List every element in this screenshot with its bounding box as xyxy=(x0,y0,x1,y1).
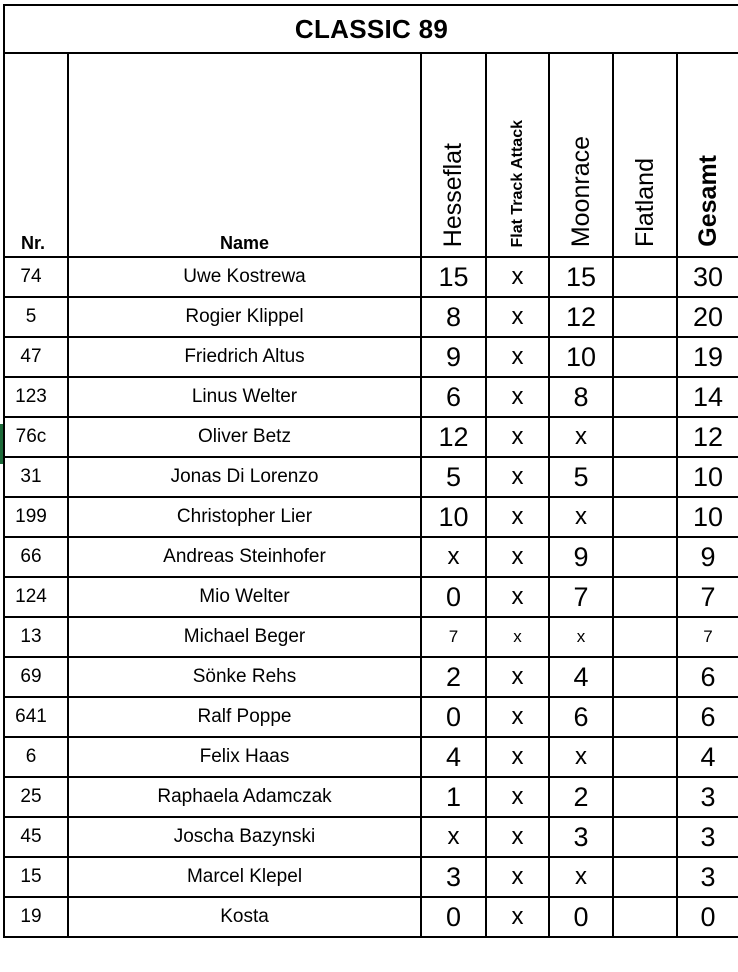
cell-gesamt[interactable]: 10 xyxy=(677,497,738,537)
cell-name[interactable]: Friedrich Altus xyxy=(68,337,421,377)
cell-flatland[interactable] xyxy=(613,777,677,817)
table-row xyxy=(4,577,738,617)
cell-moonrace[interactable]: 9 xyxy=(549,537,613,577)
cell-gesamt[interactable]: 4 xyxy=(677,737,738,777)
table-row xyxy=(4,497,738,537)
cell-hesseflat[interactable]: x xyxy=(421,537,486,577)
cell-hesseflat[interactable]: 15 xyxy=(421,257,486,297)
cell-hesseflat[interactable]: 0 xyxy=(421,577,486,617)
cell-hesseflat[interactable]: 1 xyxy=(421,777,486,817)
cell-nr[interactable]: 5 xyxy=(4,297,68,337)
cell-nr[interactable]: 199 xyxy=(4,497,68,537)
table-row xyxy=(4,457,738,497)
cell-name[interactable]: Kosta xyxy=(68,897,421,937)
cell-nr[interactable]: 69 xyxy=(4,657,68,697)
cell-flatland[interactable] xyxy=(613,257,677,297)
cell-hesseflat[interactable]: 4 xyxy=(421,737,486,777)
cell-gesamt[interactable]: 14 xyxy=(677,377,738,417)
cell-name[interactable]: Sönke Rehs xyxy=(68,657,421,697)
cell-flatland[interactable] xyxy=(613,537,677,577)
cell-moonrace[interactable]: 7 xyxy=(549,577,613,617)
cell-nr[interactable]: 19 xyxy=(4,897,68,937)
cell-flat-track-attack[interactable]: x xyxy=(486,617,549,657)
table-row xyxy=(4,737,738,777)
table-row xyxy=(4,537,738,577)
cell-gesamt[interactable]: 3 xyxy=(677,817,738,857)
column-header-flatland[interactable] xyxy=(613,53,677,257)
cell-name[interactable]: Jonas Di Lorenzo xyxy=(68,457,421,497)
cell-gesamt[interactable]: 9 xyxy=(677,537,738,577)
cell-flatland[interactable] xyxy=(613,897,677,937)
cell-gesamt[interactable]: 19 xyxy=(677,337,738,377)
cell-name[interactable]: Michael Beger xyxy=(68,617,421,657)
cell-moonrace[interactable]: 15 xyxy=(549,257,613,297)
cell-hesseflat[interactable]: 7 xyxy=(421,617,486,657)
cell-gesamt[interactable]: 6 xyxy=(677,657,738,697)
cell-name[interactable]: Ralf Poppe xyxy=(68,697,421,737)
cell-moonrace[interactable]: 5 xyxy=(549,457,613,497)
column-header-flat-track-attack-label: Flat Track Attack xyxy=(508,119,526,247)
cell-flatland[interactable] xyxy=(613,737,677,777)
cell-gesamt[interactable]: 12 xyxy=(677,417,738,457)
cell-flat-track-attack[interactable]: x xyxy=(486,297,549,337)
table-row xyxy=(4,697,738,737)
cell-name[interactable]: Marcel Klepel xyxy=(68,857,421,897)
cell-moonrace[interactable]: 10 xyxy=(549,337,613,377)
cell-moonrace[interactable]: x xyxy=(549,497,613,537)
cell-flat-track-attack[interactable]: x xyxy=(486,497,549,537)
cell-flat-track-attack[interactable]: x xyxy=(486,697,549,737)
table-row xyxy=(4,657,738,697)
results-table xyxy=(3,4,738,938)
cell-gesamt[interactable]: 7 xyxy=(677,617,738,657)
cell-moonrace[interactable]: x xyxy=(549,617,613,657)
cell-flat-track-attack[interactable]: x xyxy=(486,897,549,937)
cell-flatland[interactable] xyxy=(613,417,677,457)
table-row xyxy=(4,337,738,377)
cell-gesamt[interactable]: 10 xyxy=(677,457,738,497)
cell-name[interactable]: Linus Welter xyxy=(68,377,421,417)
cell-flat-track-attack[interactable]: x xyxy=(486,257,549,297)
cell-moonrace[interactable]: 6 xyxy=(549,697,613,737)
cell-flatland[interactable] xyxy=(613,857,677,897)
cell-hesseflat[interactable]: 3 xyxy=(421,857,486,897)
cell-nr[interactable]: 47 xyxy=(4,337,68,377)
cell-nr[interactable]: 13 xyxy=(4,617,68,657)
cell-flat-track-attack[interactable]: x xyxy=(486,377,549,417)
cell-flatland[interactable] xyxy=(613,337,677,377)
cell-hesseflat[interactable]: x xyxy=(421,817,486,857)
cell-nr[interactable]: 6 xyxy=(4,737,68,777)
table-row xyxy=(4,777,738,817)
cell-flat-track-attack[interactable]: x xyxy=(486,737,549,777)
table-row xyxy=(4,897,738,937)
table-row xyxy=(4,417,738,457)
cell-nr[interactable]: 45 xyxy=(4,817,68,857)
cell-name[interactable]: Rogier Klippel xyxy=(68,297,421,337)
cell-flat-track-attack[interactable]: x xyxy=(486,817,549,857)
cell-hesseflat[interactable]: 5 xyxy=(421,457,486,497)
cell-nr[interactable]: 76c xyxy=(4,417,68,457)
cell-moonrace[interactable]: x xyxy=(549,737,613,777)
column-header-gesamt[interactable] xyxy=(677,53,738,257)
cell-nr[interactable]: 15 xyxy=(4,857,68,897)
cell-hesseflat[interactable]: 2 xyxy=(421,657,486,697)
cell-moonrace[interactable]: 12 xyxy=(549,297,613,337)
cell-gesamt[interactable]: 0 xyxy=(677,897,738,937)
cell-gesamt[interactable]: 6 xyxy=(677,697,738,737)
cell-flat-track-attack[interactable]: x xyxy=(486,417,549,457)
cell-hesseflat[interactable]: 9 xyxy=(421,337,486,377)
column-header-flatland-label: Flatland xyxy=(630,158,659,247)
cell-flat-track-attack[interactable]: x xyxy=(486,857,549,897)
cell-hesseflat[interactable]: 0 xyxy=(421,697,486,737)
cell-flatland[interactable] xyxy=(613,697,677,737)
column-header-hesseflat-label: Hesseflat xyxy=(439,142,467,247)
column-header-name[interactable]: Name xyxy=(68,53,421,257)
cell-hesseflat[interactable]: 8 xyxy=(421,297,486,337)
column-header-nr[interactable]: Nr. xyxy=(4,53,68,257)
table-row xyxy=(4,857,738,897)
header-row xyxy=(4,53,738,257)
cell-flatland[interactable] xyxy=(613,497,677,537)
cell-nr[interactable]: 123 xyxy=(4,377,68,417)
column-header-moonrace-label: Moonrace xyxy=(566,135,595,247)
cell-gesamt[interactable]: 30 xyxy=(677,257,738,297)
table-row xyxy=(4,297,738,337)
cell-name[interactable]: Uwe Kostrewa xyxy=(68,257,421,297)
cell-nr[interactable]: 124 xyxy=(4,577,68,617)
cell-hesseflat[interactable]: 6 xyxy=(421,377,486,417)
cell-moonrace[interactable]: 0 xyxy=(549,897,613,937)
cell-name[interactable]: Andreas Steinhofer xyxy=(68,537,421,577)
cell-moonrace[interactable]: 4 xyxy=(549,657,613,697)
cell-flatland[interactable] xyxy=(613,657,677,697)
cell-flatland[interactable] xyxy=(613,377,677,417)
cell-nr[interactable]: 31 xyxy=(4,457,68,497)
table-row xyxy=(4,257,738,297)
cell-gesamt[interactable]: 7 xyxy=(677,577,738,617)
column-header-hesseflat[interactable] xyxy=(421,53,486,257)
cell-flat-track-attack[interactable]: x xyxy=(486,337,549,377)
cell-hesseflat[interactable]: 12 xyxy=(421,417,486,457)
cell-nr[interactable]: 25 xyxy=(4,777,68,817)
column-header-flat-track-attack[interactable] xyxy=(486,53,549,257)
cell-moonrace[interactable]: x xyxy=(549,417,613,457)
cell-name[interactable]: Mio Welter xyxy=(68,577,421,617)
cell-gesamt[interactable]: 20 xyxy=(677,297,738,337)
cell-flatland[interactable] xyxy=(613,577,677,617)
cell-hesseflat[interactable]: 10 xyxy=(421,497,486,537)
cell-flat-track-attack[interactable]: x xyxy=(486,777,549,817)
cell-gesamt[interactable]: 3 xyxy=(677,777,738,817)
table-row xyxy=(4,617,738,657)
cell-nr[interactable]: 66 xyxy=(4,537,68,577)
table-row xyxy=(4,817,738,857)
cell-name[interactable]: Felix Haas xyxy=(68,737,421,777)
cell-moonrace[interactable]: 8 xyxy=(549,377,613,417)
cell-flatland[interactable] xyxy=(613,457,677,497)
cell-gesamt[interactable]: 3 xyxy=(677,857,738,897)
cell-nr[interactable]: 74 xyxy=(4,257,68,297)
cell-hesseflat[interactable]: 0 xyxy=(421,897,486,937)
cell-flat-track-attack[interactable]: x xyxy=(486,457,549,497)
cell-name[interactable]: Christopher Lier xyxy=(68,497,421,537)
column-header-moonrace[interactable] xyxy=(549,53,613,257)
cell-flat-track-attack[interactable]: x xyxy=(486,577,549,617)
cell-nr[interactable]: 641 xyxy=(4,697,68,737)
cell-name[interactable]: Raphaela Adamczak xyxy=(68,777,421,817)
cell-flat-track-attack[interactable]: x xyxy=(486,537,549,577)
cell-name[interactable]: Oliver Betz xyxy=(68,417,421,457)
cell-moonrace[interactable]: x xyxy=(549,857,613,897)
cell-moonrace[interactable]: 2 xyxy=(549,777,613,817)
column-header-gesamt-label: Gesamt xyxy=(693,155,722,247)
cell-flatland[interactable] xyxy=(613,297,677,337)
table-body xyxy=(4,257,738,937)
table-row xyxy=(4,377,738,417)
cell-flat-track-attack[interactable]: x xyxy=(486,657,549,697)
cell-name[interactable]: Joscha Bazynski xyxy=(68,817,421,857)
cell-flatland[interactable] xyxy=(613,817,677,857)
title-row xyxy=(4,5,738,53)
sheet-title[interactable]: CLASSIC 89 xyxy=(4,5,738,53)
cell-moonrace[interactable]: 3 xyxy=(549,817,613,857)
cell-flatland[interactable] xyxy=(613,617,677,657)
